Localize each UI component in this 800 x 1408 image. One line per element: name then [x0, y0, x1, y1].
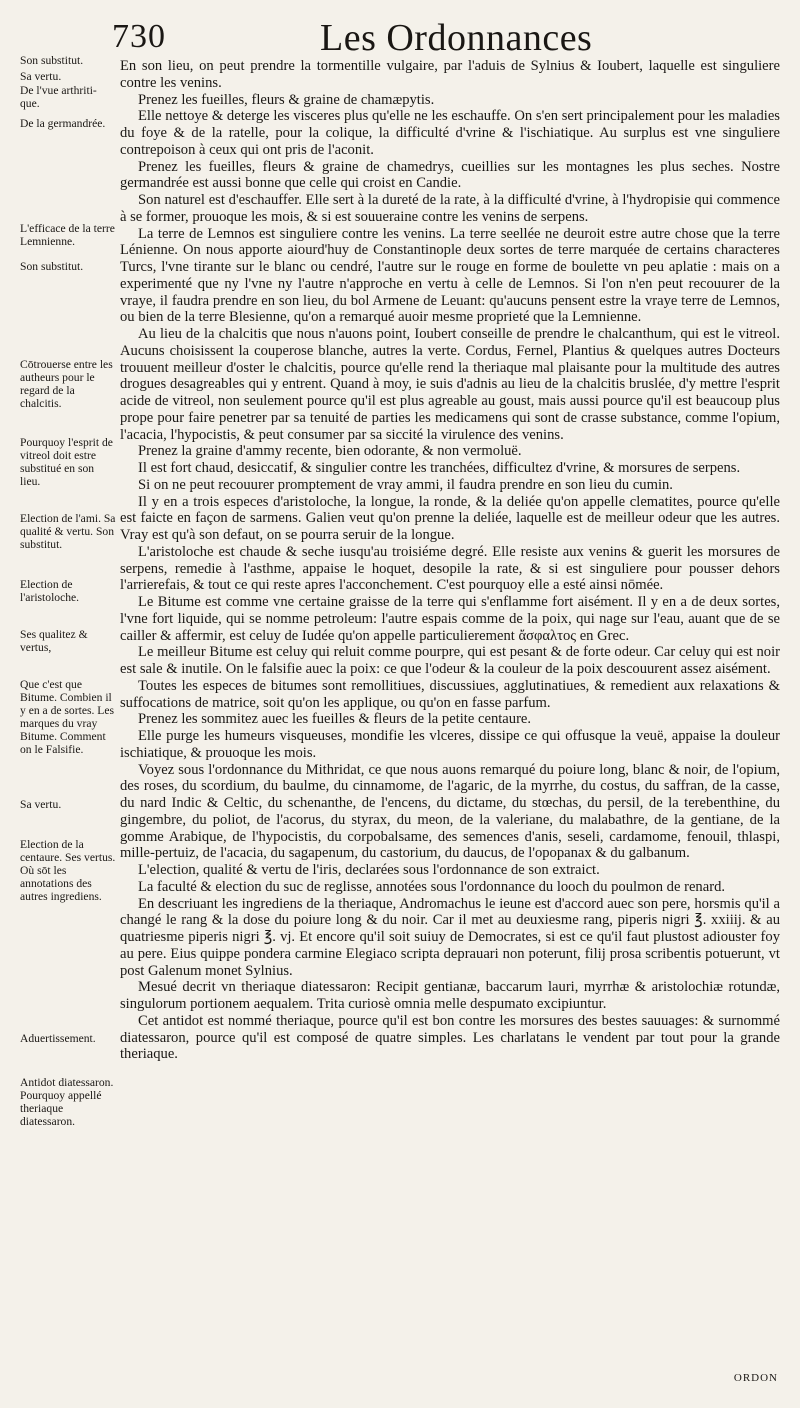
- paragraph: Mesué decrit vn theriaque diatessaron: Recipit gentianæ, baccarum lauri, myrrhæ & aristolochiæ rotundæ, singulorum portionem aequalem. Trita curiosè omnia melle despumato excipiuntur.: [120, 979, 780, 1012]
- margin-note: Que c'est que Bitume. Combien il y en a de sortes. Les marques du vray Bitume. Comment on le Falsifie.: [20, 678, 115, 756]
- paragraph: Il est fort chaud, desiccatif, & singulier contre les tranchées, difficultez d'vrine, & morsures de serpens.: [138, 460, 741, 476]
- paragraph: En descriuant les ingrediens de la theriaque, Andromachus le ieune est d'accord auec son pere, horsmis qu'il a changé le rang & la dose du poiure long & du noir. Car il met au deuxiesme rang, piperis nigri ℥. xxiiij. & au quatriesme piperis nigri ℥. vj. Et encore qu'il soit suiuy de Democrates, si est ce qu'il faut plustost adiouster foy au pere. Eius quippe pondera carmine Elegiaco scripta deprauari non poterunt, filij prosa scribentis potuerunt, vt post Galenum monet Sylnius.: [120, 895, 780, 979]
- paragraph: Toutes les especes de bitumes sont remollitiues, discussiues, agglutinatiues, & remedient aux relaxations & suffocations de matrice, soit qu'on les applique, ou qu'on en fasse parfum.: [120, 677, 780, 711]
- margin-note: Sa vertu.: [20, 70, 62, 83]
- running-title: Les Ordonnances: [320, 17, 593, 59]
- margin-note: Election de la centaure. Ses vertus. Où sōt les annotations des autres ingrediens.: [20, 838, 116, 903]
- margin-note: Ses qualitez & vertus,: [20, 628, 88, 654]
- paragraph: Prenez la graine d'ammy recente, bien odorante, & non vermoluë.: [138, 443, 522, 460]
- paragraph: Prenez les fueilles, fleurs & graine de chamedrys, cueillies sur les montagnes les plus seches. Nostre germandrée est aussi bonne que celle qui croist en Candie.: [120, 158, 780, 192]
- margin-note: De l'vue arthriti-que.: [20, 84, 97, 110]
- margin-note: L'efficace de la terre Lemnienne.: [20, 222, 115, 248]
- margin-note: Antidot diatessaron. Pourquoy appellé theriaque diatessaron.: [20, 1076, 114, 1128]
- page-number: 730: [112, 18, 166, 55]
- paragraph: Prenez les sommitez auec les fueilles & fleurs de la petite centaure.: [138, 711, 532, 728]
- catchword: ORDON: [733, 1372, 778, 1384]
- paragraph: La faculté & election du suc de reglisse, annotées sous l'ordonnance du looch du poulmon de renard.: [138, 878, 726, 895]
- paragraph: Le meilleur Bitume est celuy qui reluit comme pourpre, qui est pesant & de forte odeur. Car celuy qui est noir est sale & inutile. On le falsifie auec la poix: ce que l'odeur & la couleur de la poix descouurent assez aisément.: [120, 644, 780, 677]
- paragraph: En son lieu, on peut prendre la tormentille vulgaire, par l'aduis de Sylnius & Ioubert, laquelle est singuliere contre les venins.: [120, 58, 780, 91]
- paragraph: Voyez sous l'ordonnance du Mithridat, ce que nous auons remarqué du poiure long, blanc & noir, de l'opium, des roses, du scordium, du baulme, du cinnamome, de l'agaric, de la myrrhe, du costus, du saffran, de la casse, du nard Indic & Celtic, du schenanthe, de l'encens, du dictame, du stœchas, du persil, de la terebenthine, du gingembre, du poliot, de l'acorus, du styrax, du meon, de la valeriane, du malabathre, de la gentiane, de la gomme Arabique, de l'hypocistis, du corpobalsame, des semences d'anis, seseli, cardamome, fenouil, thlaspi, mille-pertuiz, de l'acacia, du sagapenum, du castorium, du daucus, de l'opopanax & du galbanum.: [120, 761, 780, 862]
- paragraph: La terre de Lemnos est singuliere contre les venins. La terre seellée ne deuroit estre autre chose que la terre Lénienne. On nous apporte aiourd'huy de Constantinople deux sortes de terre marquée de certains characteres Turcs, l'vne tirante sur le blanc ou cendré, l'autre sur le rouge en forme de boulette vn peu aplatie : mais on a experimenté que ny l'vne ny l'autre n'approche en vertu à celle de Lemnos. Si l'on n'en peut recouurer de la vraye, il faudra prendre en son lieu, du bol Armene de Leuant: qu'aucuns pensent estre la vraye terre de Lemnos, ou bien de la terre Blesienne, qu'on a remarqué auoir mesme proprieté que la Lemnienne.: [120, 225, 780, 326]
- paragraph: Au lieu de la chalcitis que nous n'auons point, Ioubert conseille de prendre le chalcanthum, qui est le vitreol. Aucuns choisissent la couperose blanche, autres la verte. Cordus, Fernel, Plantius & quelques autres Docteurs trouuent meilleur d'oster le chalcitis, pource qu'elle rend la theriaque mal plaisante pour la multitude des autres drogues desagreables qui y entrent. Quand à moy, ie suis d'adnis au lieu de la chalcitis bruslée, d'y mettre l'esprit acide de vitreol, non seulement pource qu'il est plus agreable au goust, mais aussi pource qu'il est beaucoup plus prope pour faire penetrer par sa tenuité de parties les medicamens qui sont de crasse substance, comme l'opium, l'acacia, l'hypocistis, & peut consumer par sa siccité la virulence des venins.: [120, 326, 780, 443]
- paragraph: Prenez les fueilles, fleurs & graine de chamæpytis.: [138, 91, 435, 108]
- paragraph: Cet antidot est nommé theriaque, pource qu'il est bon contre les morsures des bestes sauuages: & surnommé diatessaron, pource qu'il est composé de quatre simples. Les charlatans le vendent par tout pour la grande theriaque.: [120, 1012, 780, 1063]
- margin-note: Aduertissement.: [20, 1032, 96, 1045]
- paragraph: Le Bitume est comme vne certaine graisse de la terre qui s'enflamme fort aisément. Il y en a de deux sortes, l'vne fort liquide, qui se nomme petroleum: l'autre espais comme de la poix, qui nage sur l'eau, auant que de se cailler & affermir, est celuy de Iudée qu'on appelle particulierement ἄσφαλτος en Grec.: [120, 594, 780, 644]
- margin-note: Cōtrouerse entre les autheurs pour le regard de la chalcitis.: [20, 358, 113, 410]
- paragraph: L'aristoloche est chaude & seche iusqu'au troisiéme degré. Elle resiste aux venins & guerit les morsures de serpens, remedie à l'asthme, appaise le hoquet, desopile la rate, & si est singuliere pour pousser dehors l'arrierefais, & tout ce qui reste apres l'acconchement. C'est pourquoy elle a esté ainsi nōmée.: [120, 543, 780, 594]
- margin-note: Pourquoy l'esprit de vitreol doit estre substitué en son lieu.: [20, 436, 113, 488]
- margin-note: Son substitut.: [20, 260, 84, 273]
- paragraph: Son naturel est d'eschauffer. Elle sert à la dureté de la rate, à la difficulté d'vrine, à l'hydropisie qui commence à se former, prouoque les mois, & si est souueraine contre les venins de serpens.: [120, 192, 780, 225]
- margin-note: Election de l'aristoloche.: [20, 578, 80, 604]
- paragraph: L'election, qualité & vertu de l'iris, declarées sous l'ordonnance de son extraict.: [138, 862, 600, 878]
- paragraph: Il y en a trois especes d'aristoloche, la longue, la ronde, & la deliée qu'on appelle clematites, pource qu'elle est faicte en façon de sarmens. Galien veut qu'on prenne la deliée, laquelle est de meilleur odeur que les autres. Vray est qu'à son defaut, on se pourra seruir de la longue.: [120, 493, 780, 543]
- margin-notes-column: [20, 54, 116, 1384]
- margin-note: Sa vertu.: [20, 798, 62, 811]
- paragraph: Elle purge les humeurs visqueuses, mondifie les vlceres, dissipe ce qui offusque la veuë, appaise la douleur ischiatique, & prouoque les mois.: [120, 728, 780, 761]
- margin-note: Son substitut.: [20, 54, 84, 67]
- paragraph: Si on ne peut recouurer promptement de vray ammi, il faudra prendre en son lieu du cumin.: [138, 476, 673, 493]
- margin-note: Election de l'ami. Sa qualité & vertu. Son substitut.: [20, 512, 116, 551]
- main-text: [120, 58, 780, 1063]
- margin-note: De la germandrée.: [20, 117, 106, 130]
- paragraph: Elle nettoye & deterge les visceres plus qu'elle ne les eschauffe. On s'en sert principalement pour les maladies du foye & de la ratelle, pour la colique, la difficulté d'vrine & l'ischiatique. Au surplus est vne singuliere contrepoison à ceux qui ont pris de l'aconit.: [120, 108, 780, 158]
